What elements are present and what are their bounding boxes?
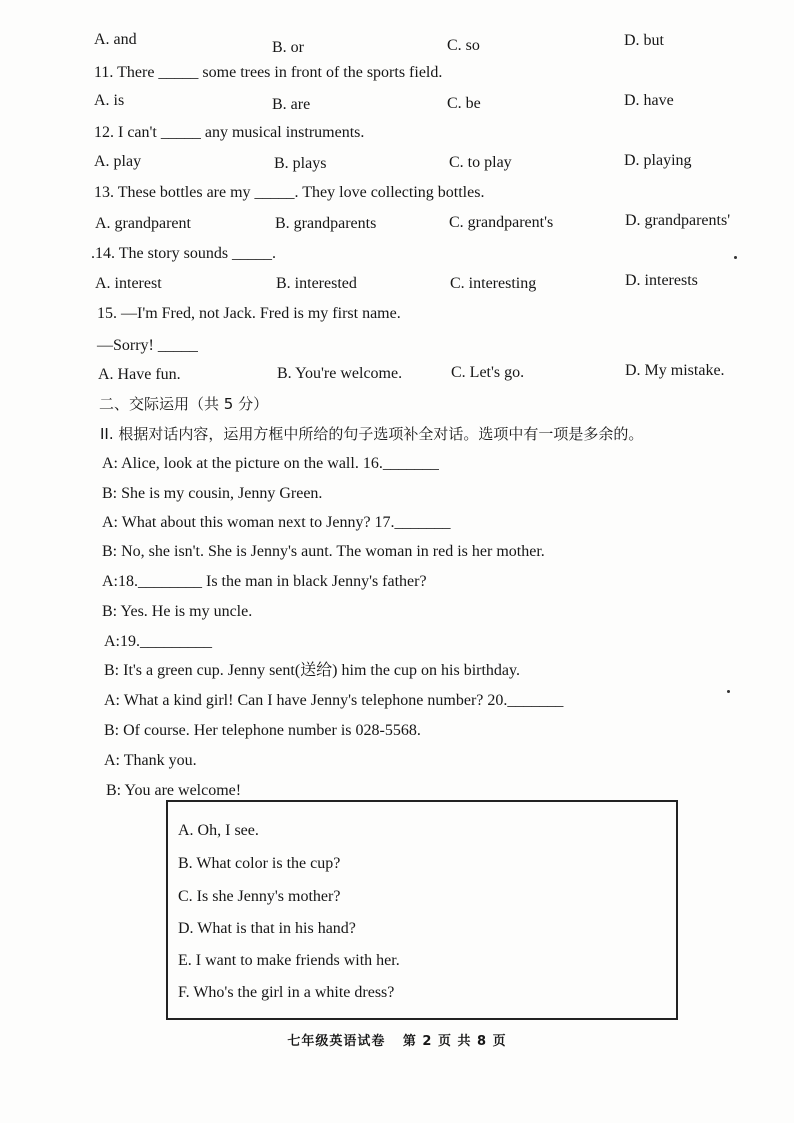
q11-option-d: D. have — [624, 92, 674, 109]
page-footer — [0, 1030, 794, 1049]
dialogue-line: A:18.________ Is the man in black Jenny's father? — [102, 573, 427, 590]
dialogue-line: B: It's a green cup. Jenny sent(送给) him the cup on his birthday. — [104, 662, 520, 679]
dialogue-line: A:19._________ — [104, 633, 212, 650]
q15-option-b: B. You're welcome. — [277, 365, 403, 382]
options-box — [166, 800, 678, 1020]
q15-option-c: C. Let's go. — [451, 364, 525, 381]
q12-option-b: B. plays — [274, 155, 327, 172]
dialogue-line: A: What a kind girl! Can I have Jenny's telephone number? 20._______ — [104, 692, 564, 709]
q13-option-a: A. grandparent — [95, 215, 191, 232]
q15-reply: —Sorry! _____ — [97, 337, 198, 354]
q14-option-d: D. interests — [625, 272, 698, 289]
q14-option-c: C. interesting — [450, 275, 537, 292]
q12-option-a: A. play — [94, 153, 142, 170]
q14-stem: .14. The story sounds _____. — [91, 245, 277, 262]
section-heading: 二、交际运用（共 5 分） — [99, 395, 269, 413]
box-option-f: F. Who's the girl in a white dress? — [178, 984, 395, 1001]
dialogue-line: A: Thank you. — [104, 752, 197, 769]
q11-option-b: B. are — [272, 96, 311, 113]
q13-stem: 13. These bottles are my _____. They love collecting bottles. — [94, 184, 485, 201]
q11-option-c: C. be — [447, 95, 481, 112]
q10-option-c: C. so — [447, 37, 480, 54]
page-number: 第 2 页 共 8 页 — [402, 1034, 507, 1049]
scan-speck — [734, 256, 737, 259]
q14-option-b: B. interested — [276, 275, 357, 292]
q15-option-d: D. My mistake. — [625, 362, 725, 379]
dialogue-line: B: She is my cousin, Jenny Green. — [102, 485, 323, 502]
box-option-d: D. What is that in his hand? — [178, 920, 356, 937]
box-option-e: E. I want to make friends with her. — [178, 952, 400, 969]
box-option-c: C. Is she Jenny's mother? — [178, 888, 341, 905]
q11-stem: 11. There _____ some trees in front of the sports field. — [94, 64, 443, 81]
q10-option-b: B. or — [272, 39, 304, 56]
q12-stem: 12. I can't _____ any musical instruments. — [94, 124, 365, 141]
q15-option-a: A. Have fun. — [98, 366, 181, 383]
q10-option-d: D. but — [624, 32, 664, 49]
dialogue-line: A: Alice, look at the picture on the wall. 16._______ — [102, 455, 439, 472]
dialogue-line: B: You are welcome! — [106, 782, 242, 799]
exam-title: 七年级英语试卷 — [287, 1034, 386, 1049]
q10-option-a: A. and — [94, 31, 137, 48]
q15-stem: 15. —I'm Fred, not Jack. Fred is my first name. — [97, 305, 401, 322]
section-instruction: II. 根据对话内容，运用方框中所给的句子选项补全对话。选项中有一项是多余的。 — [100, 425, 644, 443]
dialogue-line: B: No, she isn't. She is Jenny's aunt. The woman in red is her mother. — [102, 543, 545, 560]
q13-option-c: C. grandparent's — [449, 214, 554, 231]
q12-option-c: C. to play — [449, 154, 512, 171]
scan-speck — [727, 690, 730, 693]
dialogue-line: B: Yes. He is my uncle. — [102, 603, 253, 620]
q12-option-d: D. playing — [624, 152, 692, 169]
q13-option-d: D. grandparents' — [625, 212, 731, 229]
box-option-b: B. What color is the cup? — [178, 855, 341, 872]
dialogue-line: B: Of course. Her telephone number is 028-5568. — [104, 722, 421, 739]
dialogue-line: A: What about this woman next to Jenny? 17._______ — [102, 514, 451, 531]
box-option-a: A. Oh, I see. — [178, 822, 259, 839]
q14-option-a: A. interest — [95, 275, 162, 292]
q11-option-a: A. is — [94, 92, 125, 109]
q13-option-b: B. grandparents — [275, 215, 377, 232]
